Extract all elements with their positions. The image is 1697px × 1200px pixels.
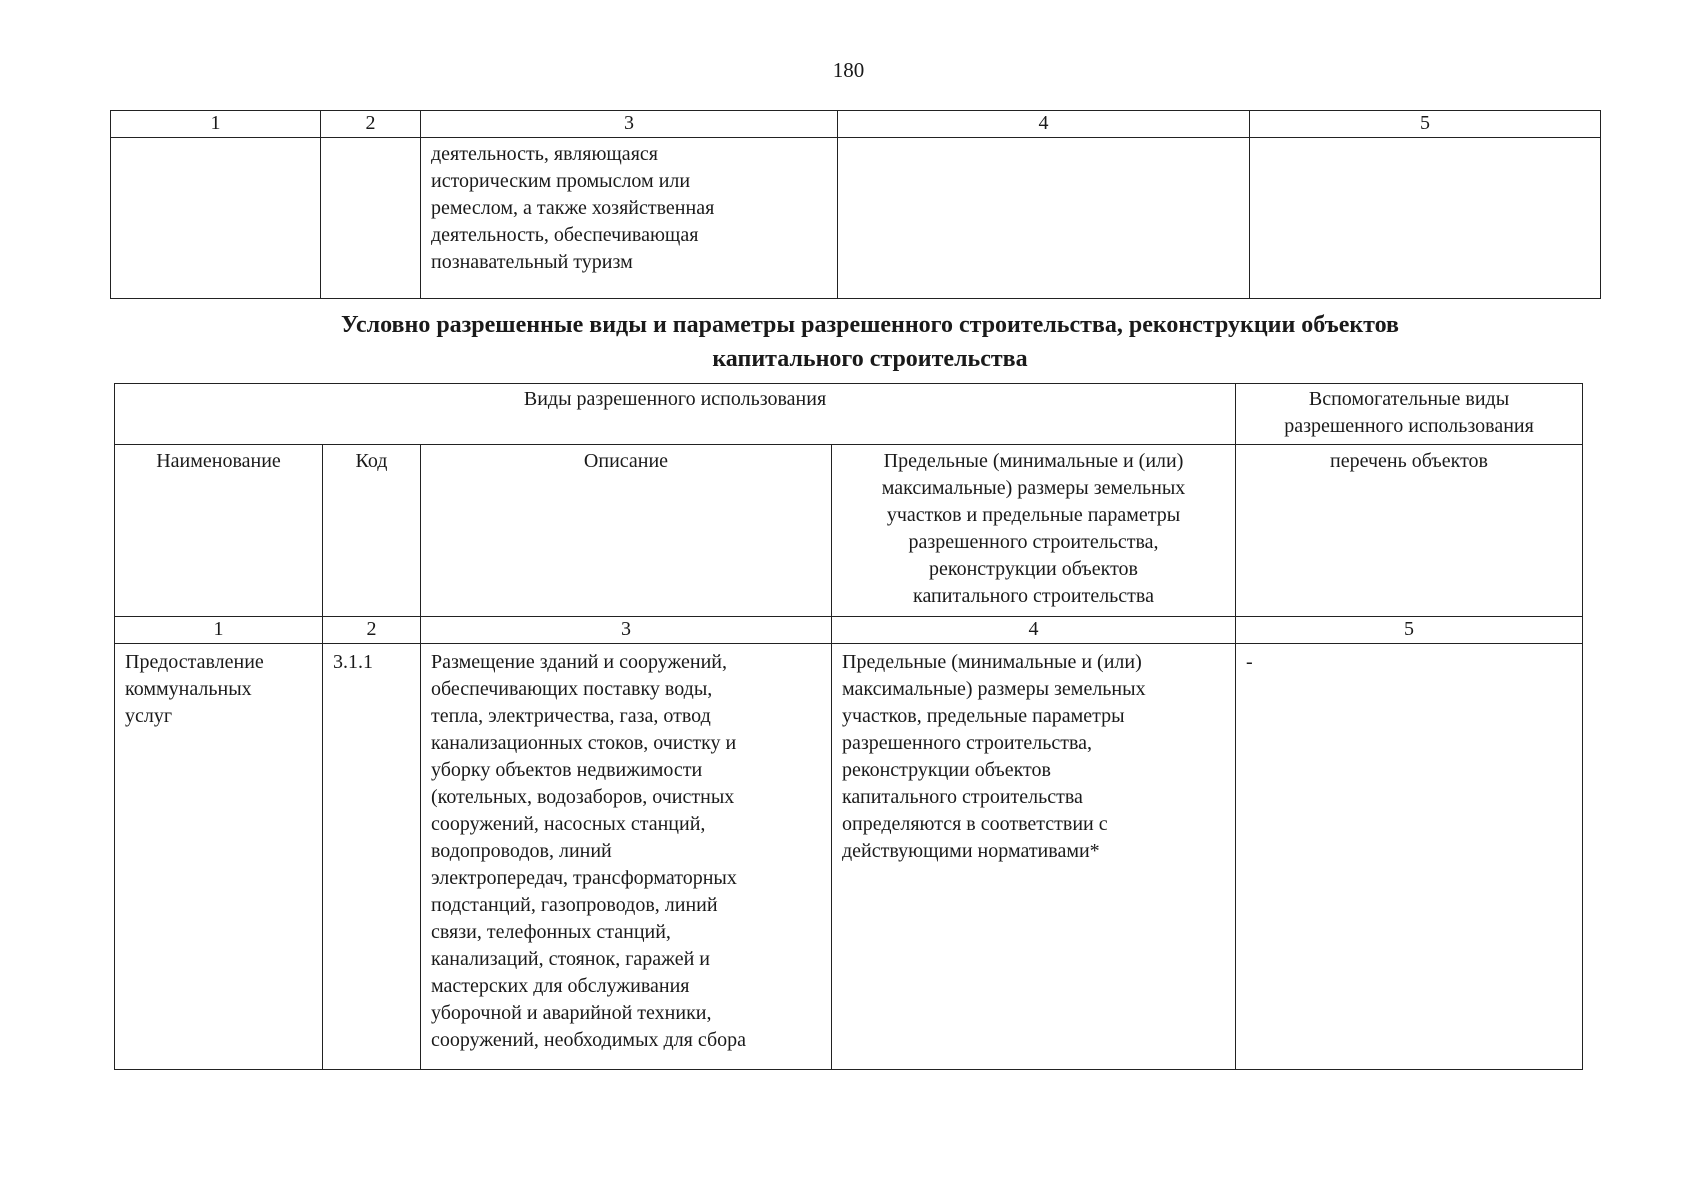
column-number-2: 2 xyxy=(321,111,421,138)
cell-auxiliary: - xyxy=(1236,644,1583,1070)
cell-parameters: Предельные (минимальные и (или) максимальные) размеры земельных участков, предельные параметры разрешенного строительства, реконструкции объектов капитального строительства определяются в соответствии с действующими нормативами* xyxy=(832,644,1236,1070)
column-number-1: 1 xyxy=(115,617,323,644)
cell-description: Размещение зданий и сооружений, обеспечивающих поставку воды, тепла, электричества, газа, отвод канализационных стоков, очистку и уборку объектов недвижимости (котельных, водозаборов, очистных сооружений, насосных станций, водопроводов, линий электропередач, трансформаторных подстанций, газопроводов, линий связи, телефонных станций, канализаций, стоянок, гаражей и мастерских для обслуживания уборочной и аварийной техники, сооружений, необходимых для сбора xyxy=(421,644,832,1070)
header-auxiliary: перечень объектов xyxy=(1236,445,1583,617)
column-number-1: 1 xyxy=(111,111,321,138)
header-parameters: Предельные (минимальные и (или) максимальные) размеры земельных участков и предельные параметры разрешенного строительства, реконструкции объектов капитального строительства xyxy=(832,445,1236,617)
cell-description: деятельность, являющаяся историческим промыслом или ремеслом, а также хозяйственная деятельность, обеспечивающая познавательный туризм xyxy=(421,138,838,299)
group-header-auxiliary-uses: Вспомогательные виды разрешенного использования xyxy=(1236,384,1583,445)
column-number-4: 4 xyxy=(838,111,1250,138)
column-number-3: 3 xyxy=(421,617,832,644)
cell-code: 3.1.1 xyxy=(323,644,421,1070)
page-number: 180 xyxy=(832,58,865,82)
group-header-row xyxy=(115,384,1583,445)
cell-parameters xyxy=(838,138,1250,299)
table-row xyxy=(111,138,1601,299)
cell-code xyxy=(321,138,421,299)
column-number-4: 4 xyxy=(832,617,1236,644)
continuation-table xyxy=(110,110,1601,299)
cell-auxiliary xyxy=(1250,138,1601,299)
section-title: Условно разрешенные виды и параметры разрешенного строительства, реконструкции объектов капитального строительства xyxy=(340,312,1400,372)
column-number-row xyxy=(115,617,1583,644)
conditional-uses-table xyxy=(114,383,1583,1070)
column-number-row xyxy=(111,111,1601,138)
header-code: Код xyxy=(323,445,421,617)
cell-name xyxy=(111,138,321,299)
group-header-permitted-uses: Виды разрешенного использования xyxy=(115,384,1236,445)
column-number-5: 5 xyxy=(1236,617,1583,644)
column-number-2: 2 xyxy=(323,617,421,644)
header-description: Описание xyxy=(421,445,832,617)
header-name: Наименование xyxy=(115,445,323,617)
cell-name: Предоставление коммунальных услуг xyxy=(115,644,323,1070)
column-number-3: 3 xyxy=(421,111,838,138)
column-number-5: 5 xyxy=(1250,111,1601,138)
table-row xyxy=(115,644,1583,1070)
column-header-row xyxy=(115,445,1583,617)
